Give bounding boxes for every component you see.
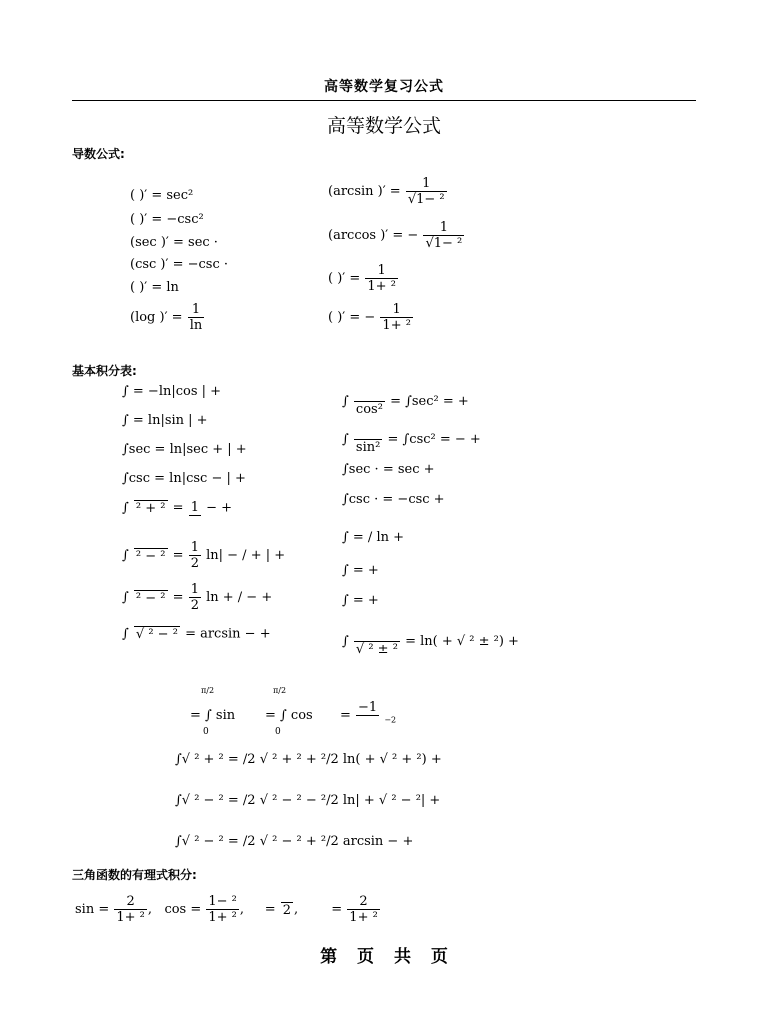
sqrt-integral-1: ∫√ ² + ² = /2 √ ² + ² + ²/2 ln( + √ ² + ²) + — [175, 752, 442, 767]
fraction-denominator: 1+ ² — [116, 910, 145, 925]
integral-right-4: ∫csc · = −csc + — [342, 492, 445, 507]
fraction-numerator: 1 — [423, 220, 464, 236]
fraction-numerator: 1 — [188, 302, 205, 318]
fraction — [423, 220, 464, 251]
derivative-arccot — [328, 302, 414, 333]
reduction-upper-limit-1: π/2 — [201, 686, 215, 695]
reduction-cos: = ∫ cos — [265, 708, 313, 723]
derivative-formula-3: (sec )′ = sec · — [130, 235, 218, 250]
trig-sep: , — [294, 902, 299, 917]
fraction — [354, 386, 385, 417]
fraction — [134, 626, 180, 642]
trig-lhs: cos = — [164, 902, 202, 917]
trig-sep: , — [147, 902, 153, 917]
integral-formula-3: ∫sec = ln|sec + | + — [122, 442, 247, 457]
integral-sign: ∫ — [122, 548, 129, 563]
integral-formula-6: ∫ ² − ² = $\frac{1}{2}$ ln| − / + | + — [122, 540, 286, 571]
fraction-numerator: 1 — [190, 582, 199, 597]
fraction — [206, 894, 239, 925]
reduction-sin: = ∫ sin — [190, 708, 236, 723]
fraction-denominator: sin² — [355, 440, 381, 455]
fraction — [189, 540, 201, 571]
fraction-numerator — [354, 424, 382, 440]
fraction-denominator: √ ² ± ² — [355, 642, 398, 657]
integral-tail: = ∫sec² = + — [390, 394, 469, 409]
reduction-lower-limit-1: 0 — [203, 727, 209, 737]
fraction-numerator: 2 — [347, 894, 380, 910]
integral-sign: ∫ — [342, 394, 349, 409]
trig-lhs: = — [331, 902, 343, 917]
fraction-numerator: 2 — [114, 894, 147, 910]
fraction-denominator: 1+ ² — [208, 910, 237, 925]
fraction — [380, 302, 413, 333]
fraction-numerator: 1 — [190, 540, 199, 555]
derivative-lhs: (arcsin )′ = — [328, 184, 401, 199]
fraction-denominator: ln — [189, 318, 203, 333]
fraction-numerator: 1 — [380, 302, 413, 318]
integral-sign: ∫ — [342, 634, 349, 649]
fraction — [281, 902, 293, 918]
integral-right-8 — [342, 626, 519, 657]
integral-right-3: ∫sec · = sec + — [342, 462, 435, 477]
derivative-lhs: ( )′ = — [328, 271, 361, 286]
integral-formula-7: ∫ ² − ² = $\frac{1}{2}$ ln + / − + — [122, 582, 273, 613]
reduction-upper-limit-2: π/2 — [273, 686, 287, 695]
fraction — [406, 176, 447, 207]
fraction-denominator: √1− ² — [407, 192, 445, 207]
integral-tail: = ∫csc² = − + — [387, 432, 481, 447]
fraction-numerator: 1− ² — [208, 894, 237, 909]
fraction — [356, 700, 379, 731]
fraction-denominator: ² − ² — [135, 548, 166, 564]
fraction-denominator: 1+ ² — [349, 910, 378, 925]
section-trig-rational: 三角函数的有理式积分: — [72, 868, 197, 882]
fraction-denominator: 1+ ² — [382, 318, 411, 333]
derivative-lhs: ( )′ = − — [328, 310, 376, 325]
fraction-denominator: cos² — [355, 402, 383, 417]
derivative-log-lhs: (log )′ = — [130, 310, 183, 325]
integral-formula-4: ∫csc = ln|csc − | + — [122, 471, 246, 486]
fraction-denominator: √ ² − ² — [135, 627, 178, 642]
fraction-denominator: 2 — [282, 902, 292, 918]
fraction-numerator: 1 — [406, 176, 447, 192]
reduction-result: = −1 $_{-2}$ — [340, 700, 396, 731]
trig-rational-formulas — [75, 894, 381, 925]
derivative-formula-5: ( )′ = ln — [130, 280, 179, 295]
integral-right-7: ∫ = + — [342, 593, 379, 608]
integral-formula-8 — [122, 626, 271, 642]
integral-formula-2: ∫ = ln|sin | + — [122, 413, 208, 428]
running-header: 高等数学复习公式 — [324, 79, 444, 95]
integral-tail: = arcsin − + — [185, 626, 271, 642]
sqrt-integral-3: ∫√ ² − ² = /2 √ ² − ² + ²/2 arcsin − + — [175, 834, 414, 849]
fraction — [134, 500, 168, 516]
trig-lhs: sin = — [75, 902, 110, 917]
integral-formula-1: ∫ = −ln|cos | + — [122, 384, 222, 399]
integral-tail: ln| − / + | + — [206, 548, 286, 563]
fraction — [188, 302, 205, 333]
fraction-numerator: −1 — [358, 700, 378, 715]
derivative-formula-log — [130, 302, 205, 333]
fraction-denominator — [356, 716, 379, 731]
integral-sign: ∫ — [122, 626, 129, 642]
integral-sign: ∫ — [122, 500, 129, 516]
integral-right-6: ∫ = + — [342, 563, 379, 578]
integral-formula-5: ∫ ² + ² = 1 − + — [122, 500, 233, 516]
fraction-numerator: 1 — [365, 263, 398, 279]
integral-sign: ∫ — [122, 590, 129, 605]
fraction — [189, 582, 201, 613]
fraction-numerator — [354, 626, 400, 642]
sqrt-integral-2: ∫√ ² − ² = /2 √ ² − ² − ²/2 ln| + √ ² − ²| + — [175, 793, 441, 808]
derivative-arctan — [328, 263, 399, 294]
fraction — [134, 590, 168, 606]
integral-sign: ∫ — [342, 432, 349, 447]
section-integrals: 基本积分表: — [72, 364, 137, 378]
derivative-formula-4: (csc )′ = −csc · — [130, 257, 229, 272]
integral-right-5: ∫ = / ln + — [342, 530, 404, 545]
fraction-denominator: 2 — [190, 556, 199, 571]
fraction-numerator — [354, 386, 385, 402]
integral-right-1 — [342, 386, 469, 417]
fraction-numerator: 1 — [190, 500, 199, 515]
fraction-denominator: √1− ² — [425, 236, 463, 251]
fraction-denominator: ² − ² — [135, 590, 166, 606]
derivative-arccos — [328, 220, 465, 251]
derivative-lhs: (arccos )′ = − — [328, 228, 419, 243]
page-footer: 第 页 共 页 — [320, 947, 448, 967]
section-derivatives: 导数公式: — [72, 147, 125, 161]
fraction-denominator: ² + ² — [135, 501, 166, 516]
integral-tail: ln + / − + — [206, 590, 273, 605]
derivative-formula-2: ( )′ = −csc² — [130, 212, 204, 227]
fraction — [354, 626, 400, 657]
reduction-index: −2 — [384, 715, 397, 725]
derivative-formula-1: ( )′ = sec² — [130, 188, 194, 203]
fraction — [114, 894, 147, 925]
header-rule — [72, 100, 696, 101]
fraction — [347, 894, 380, 925]
reduction-lower-limit-2: 0 — [275, 727, 281, 737]
derivative-arcsin — [328, 176, 448, 207]
fraction-denominator: 2 — [190, 598, 199, 613]
trig-lhs: = — [264, 902, 276, 917]
integral-right-2 — [342, 424, 481, 455]
integral-tail: = ln( + √ ² ± ²) + — [405, 634, 519, 649]
fraction — [134, 548, 168, 564]
fraction-denominator: 1+ ² — [367, 279, 396, 294]
trig-sep: , — [239, 902, 245, 917]
page-title: 高等数学公式 — [326, 115, 441, 137]
fraction — [189, 500, 201, 516]
integral-tail: − + — [206, 500, 233, 516]
fraction — [354, 424, 382, 455]
fraction — [365, 263, 398, 294]
